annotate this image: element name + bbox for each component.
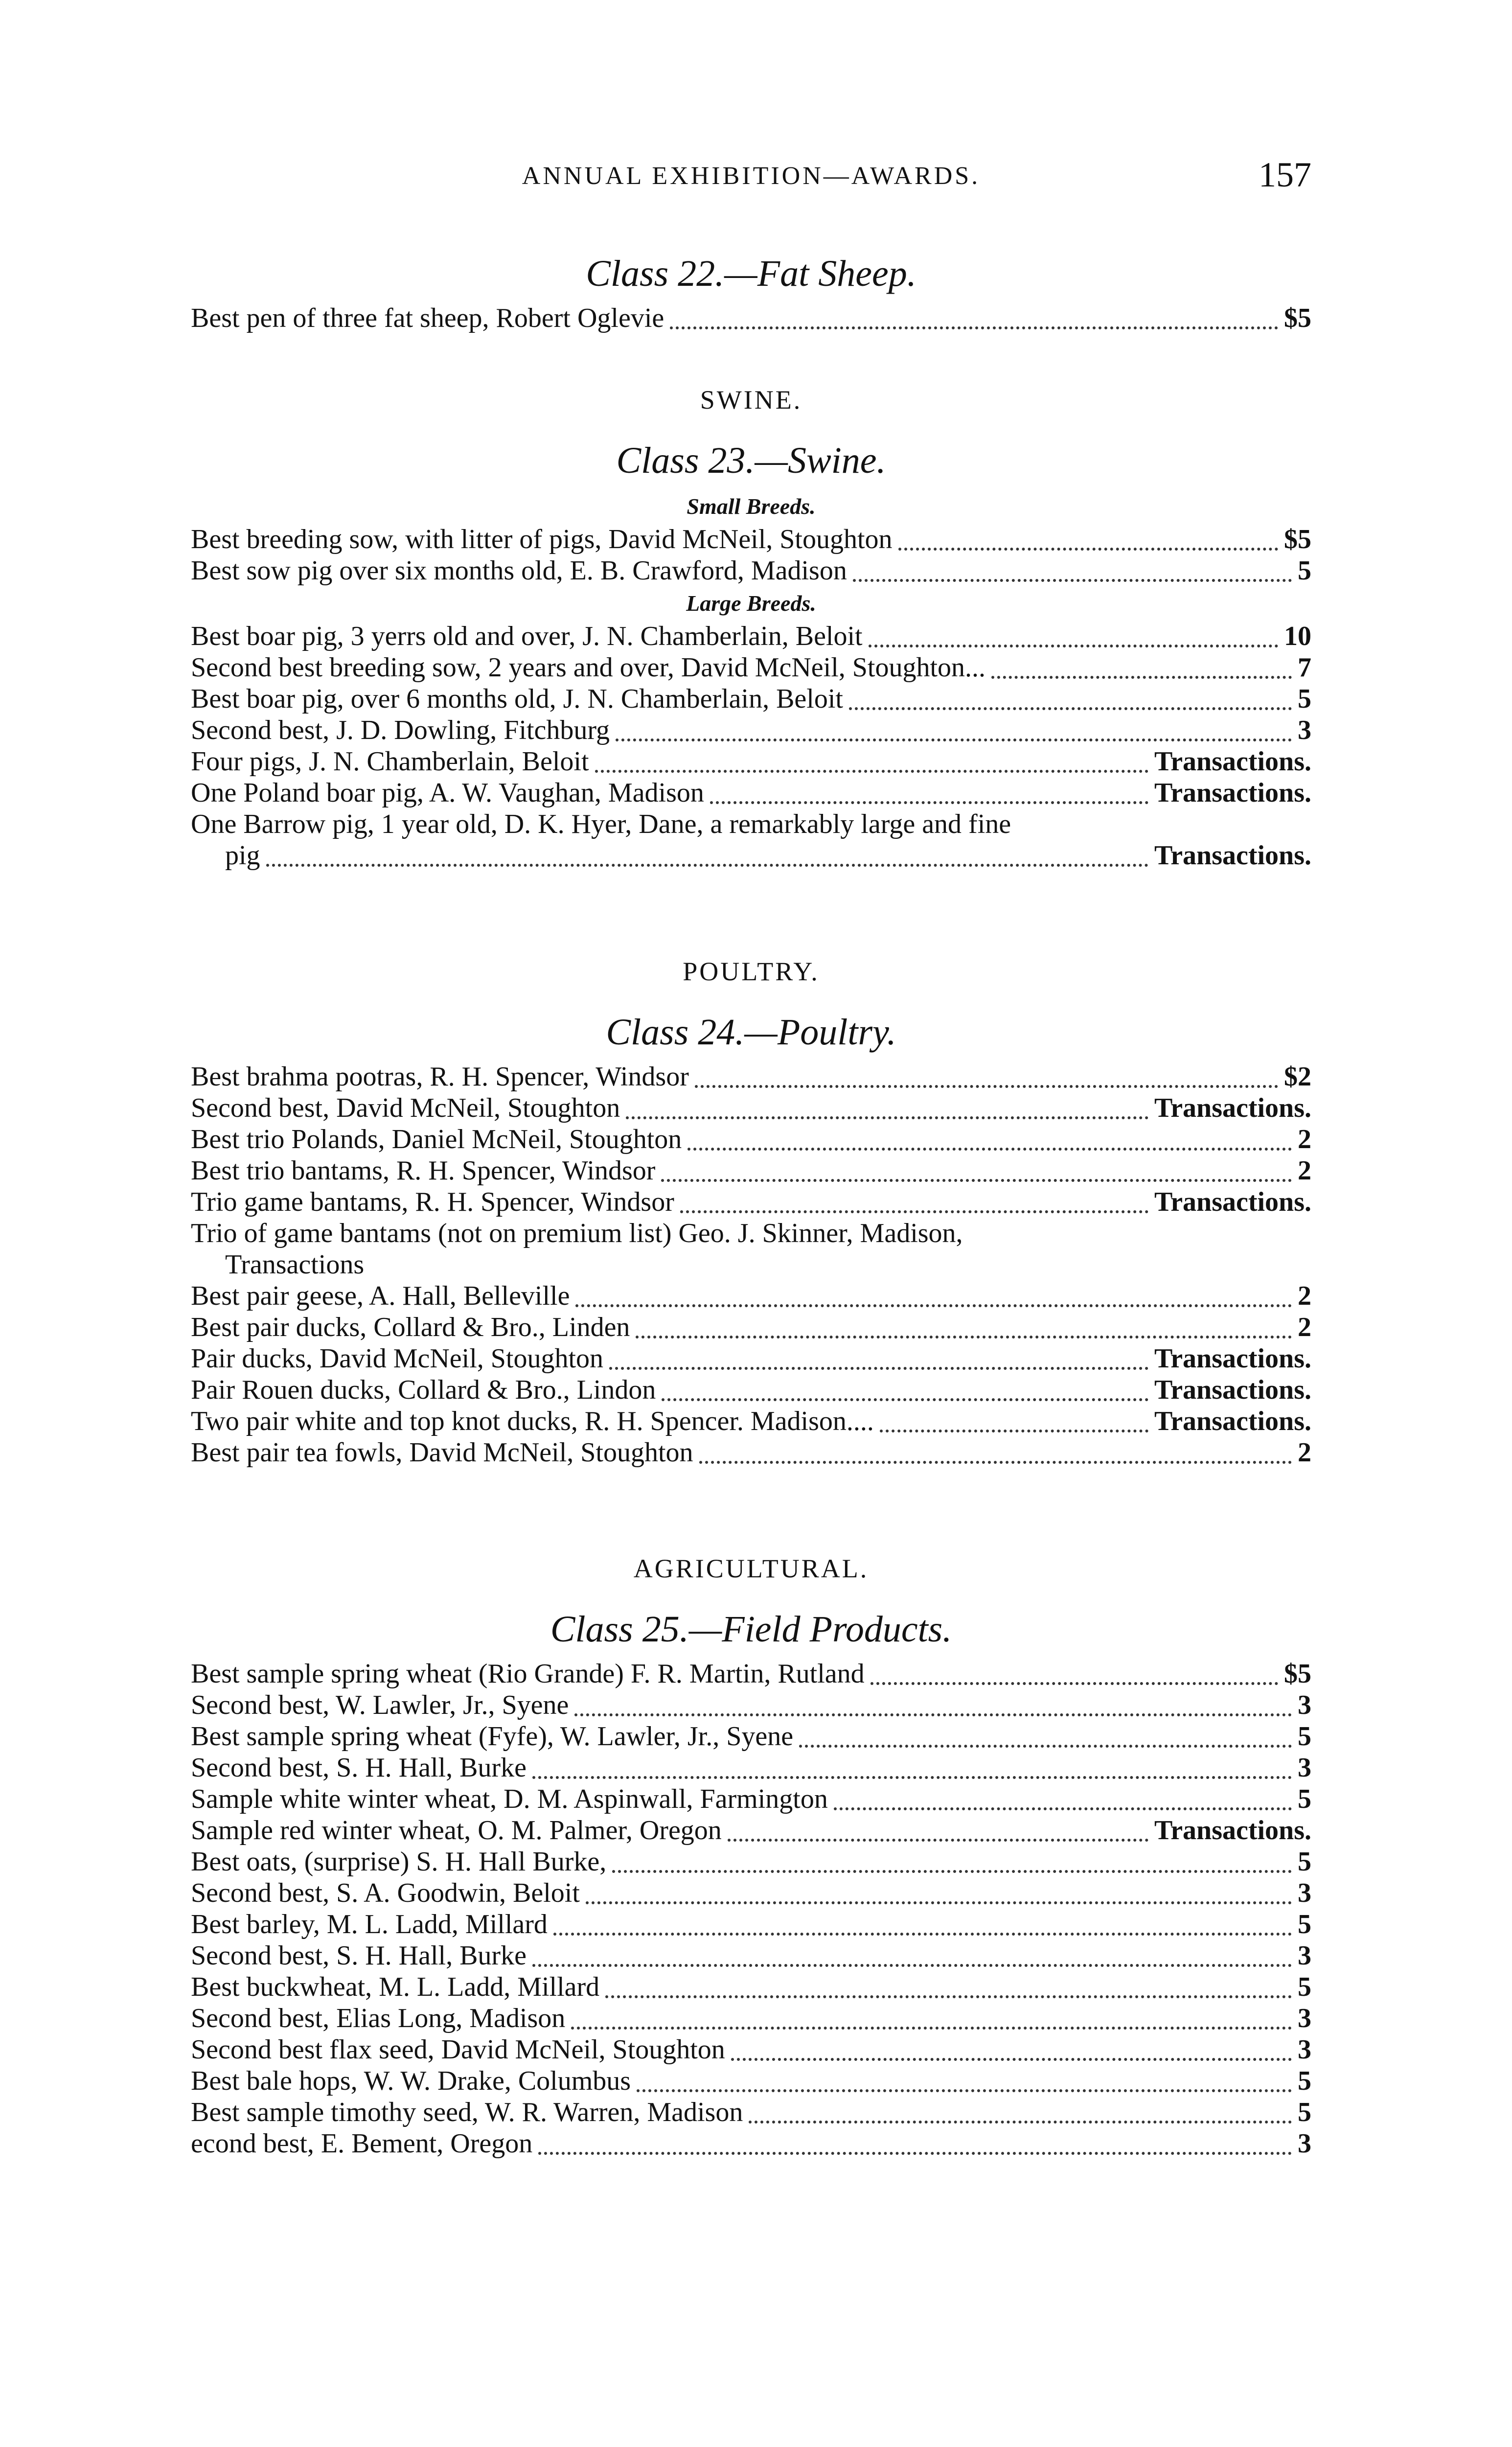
award-row: [191, 2003, 1311, 2034]
award-value: $5: [1284, 524, 1311, 554]
leader-dots: [871, 1675, 1278, 1685]
award-entry: Pair ducks, David McNeil, Stoughton: [191, 1343, 604, 1374]
award-entry: Best oats, (surprise) S. H. Hall Burke,: [191, 1847, 607, 1877]
award-entry: Best barley, M. L. Ladd, Millard: [191, 1909, 548, 1939]
award-entry: Second best, S. A. Goodwin, Beloit: [191, 1878, 580, 1908]
swine-section-heading: SWINE.: [700, 385, 802, 415]
award-entry: Four pigs, J. N. Chamberlain, Beloit: [191, 746, 589, 777]
award-value: 5: [1298, 1847, 1311, 1877]
award-value: 2: [1298, 1124, 1311, 1154]
award-row: [191, 302, 1311, 334]
award-entry: Second best, W. Lawler, Jr., Syene: [191, 1690, 569, 1720]
award-row: [191, 777, 1311, 808]
award-row: [191, 1877, 1311, 1909]
page-number: 157: [1259, 155, 1311, 194]
leader-dots: [687, 1141, 1292, 1151]
leader-dots: [670, 320, 1278, 329]
award-row: [191, 1092, 1311, 1124]
award-row: [191, 1783, 1311, 1815]
leader-dots: [991, 669, 1292, 679]
award-row: [191, 1343, 1311, 1374]
award-entry: Sample red winter wheat, O. M. Palmer, Oregon: [191, 1815, 722, 1846]
leader-dots: [553, 1926, 1292, 1936]
award-row: [191, 1815, 1311, 1846]
leader-dots: [853, 572, 1292, 582]
award-value: 5: [1298, 1972, 1311, 2002]
leader-dots: [834, 1801, 1292, 1810]
award-value: Transactions.: [1154, 1093, 1311, 1123]
leader-dots: [609, 1360, 1148, 1370]
award-row: [191, 555, 1311, 586]
award-row: [191, 652, 1311, 683]
award-entry: Second best, Elias Long, Madison: [191, 2003, 566, 2033]
award-value: 10: [1284, 621, 1311, 651]
leader-dots: [571, 2020, 1292, 2030]
class-25-heading: Class 25.—Field Products.: [550, 1609, 952, 1650]
award-value: $2: [1284, 1062, 1311, 1092]
leader-dots: [626, 1109, 1148, 1119]
award-value: Transactions.: [1154, 778, 1311, 808]
leader-dots: [749, 2114, 1292, 2124]
award-value: 3: [1298, 2034, 1311, 2065]
award-value: 3: [1298, 1753, 1311, 1783]
award-entry-line1: One Barrow pig, 1 year old, D. K. Hyer, Dane, a remarkably large and fine: [191, 809, 1011, 839]
class-23-heading: Class 23.—Swine.: [616, 440, 886, 481]
award-value: 3: [1298, 2128, 1311, 2159]
award-entry: One Poland boar pig, A. W. Vaughan, Madison: [191, 778, 704, 808]
leader-dots: [849, 700, 1292, 710]
award-value: 5: [1298, 1909, 1311, 1939]
leader-dots: [880, 1423, 1148, 1432]
award-entry: Best boar pig, over 6 months old, J. N. Chamberlain, Beloit: [191, 684, 843, 714]
award-entry-line1: Trio of game bantams (not on premium list) Geo. J. Skinner, Madison,: [191, 1218, 963, 1248]
leader-dots: [574, 1707, 1292, 1716]
award-entry: Best bale hops, W. W. Drake, Columbus: [191, 2066, 631, 2096]
leader-dots: [799, 1738, 1292, 1748]
award-row: [191, 1721, 1311, 1752]
running-title: ANNUAL EXHIBITION—AWARDS.: [522, 162, 981, 190]
award-value: Transactions.: [1154, 1406, 1311, 1436]
award-value: 5: [1298, 1721, 1311, 1752]
award-value: Transactions.: [1154, 1375, 1311, 1405]
award-row: [191, 1689, 1311, 1721]
agricultural-section-heading: AGRICULTURAL.: [633, 1554, 869, 1583]
leader-dots: [595, 763, 1148, 773]
award-row: [191, 1971, 1311, 2003]
award-row: [191, 840, 1311, 871]
leader-dots: [538, 2145, 1292, 2155]
leader-dots: [637, 2082, 1292, 2092]
award-row: [191, 1155, 1311, 1186]
award-value: 2: [1298, 1155, 1311, 1186]
award-row: [191, 808, 1311, 840]
award-entry: Best pair ducks, Collard & Bro., Linden: [191, 1312, 630, 1342]
award-row: [191, 1249, 1311, 1280]
award-value: 5: [1298, 1784, 1311, 1814]
award-value: 5: [1298, 2066, 1311, 2096]
award-entry: Best breeding sow, with litter of pigs, David McNeil, Stoughton: [191, 524, 893, 554]
award-row: [191, 1437, 1311, 1468]
leader-dots: [616, 732, 1292, 741]
award-row: [191, 1940, 1311, 1971]
leader-dots: [612, 1863, 1292, 1873]
leader-dots: [532, 1957, 1292, 1967]
award-entry: Second best, David McNeil, Stoughton: [191, 1093, 620, 1123]
leader-dots: [699, 1454, 1292, 1464]
award-row: [191, 2128, 1311, 2159]
award-value: 3: [1298, 1878, 1311, 1908]
leader-dots: [898, 541, 1278, 551]
award-entry: Best trio bantams, R. H. Spencer, Windsor: [191, 1155, 656, 1186]
leader-dots: [575, 1297, 1292, 1307]
award-entry: Trio game bantams, R. H. Spencer, Windsor: [191, 1187, 674, 1217]
award-value: 2: [1298, 1312, 1311, 1342]
award-entry: Second best breeding sow, 2 years and over, David McNeil, Stoughton...: [191, 652, 986, 683]
award-row: [191, 1374, 1311, 1406]
award-entry: Best pen of three fat sheep, Robert Oglevie: [191, 303, 664, 333]
leader-dots: [605, 1988, 1292, 1998]
award-value: 5: [1298, 555, 1311, 586]
award-entry: Best sow pig over six months old, E. B. Crawford, Madison: [191, 555, 847, 586]
award-row: [191, 1312, 1311, 1343]
leader-dots: [680, 1203, 1148, 1213]
award-entry: Second best, S. H. Hall, Burke: [191, 1753, 527, 1783]
award-row: [191, 1909, 1311, 1940]
award-entry: Best buckwheat, M. L. Ladd, Millard: [191, 1972, 600, 2002]
large-breeds-heading: Large Breeds.: [686, 591, 816, 616]
award-entry-line2: pig: [225, 840, 260, 871]
award-row: [191, 746, 1311, 777]
award-row: [191, 1280, 1311, 1312]
award-row: [191, 524, 1311, 555]
award-entry: Second best, S. H. Hall, Burke: [191, 1940, 527, 1971]
award-value: 5: [1298, 684, 1311, 714]
award-value: Transactions.: [1154, 746, 1311, 777]
award-row: [191, 715, 1311, 746]
award-row: [191, 1406, 1311, 1437]
small-breeds-heading: Small Breeds.: [687, 494, 816, 519]
award-entry-line2: Transactions: [225, 1249, 365, 1280]
leader-dots: [710, 794, 1148, 804]
award-value: 2: [1298, 1281, 1311, 1311]
award-entry: Best brahma pootras, R. H. Spencer, Windsor: [191, 1062, 689, 1092]
award-entry: Second best flax seed, David McNeil, Stoughton: [191, 2034, 725, 2065]
award-entry: Best sample spring wheat (Rio Grande) F. R. Martin, Rutland: [191, 1659, 865, 1689]
award-value: 2: [1298, 1437, 1311, 1468]
award-row: [191, 1846, 1311, 1877]
award-entry: Second best, J. D. Dowling, Fitchburg: [191, 715, 610, 745]
award-value: $5: [1284, 303, 1311, 333]
award-entry: Sample white winter wheat, D. M. Aspinwall, Farmington: [191, 1784, 828, 1814]
award-entry: Best pair tea fowls, David McNeil, Stoughton: [191, 1437, 693, 1468]
award-value: 3: [1298, 1940, 1311, 1971]
award-entry: Best boar pig, 3 yerrs old and over, J. N. Chamberlain, Beloit: [191, 621, 863, 651]
award-row: [191, 683, 1311, 715]
award-value: Transactions.: [1154, 1187, 1311, 1217]
leader-dots: [695, 1078, 1278, 1088]
award-row: [191, 2097, 1311, 2128]
award-entry: Best pair geese, A. Hall, Belleville: [191, 1281, 570, 1311]
award-entry: Two pair white and top knot ducks, R. H. Spencer. Madison....: [191, 1406, 874, 1436]
class-24-heading: Class 24.—Poultry.: [606, 1012, 896, 1053]
award-value: 3: [1298, 2003, 1311, 2033]
award-entry: econd best, E. Bement, Oregon: [191, 2128, 533, 2159]
award-value: $5: [1284, 1659, 1311, 1689]
award-value: Transactions.: [1154, 840, 1311, 871]
award-value: Transactions.: [1154, 1815, 1311, 1846]
award-entry: Pair Rouen ducks, Collard & Bro., Lindon: [191, 1375, 656, 1405]
award-row: [191, 1218, 1311, 1249]
award-row: [191, 2065, 1311, 2097]
award-row: [191, 1186, 1311, 1218]
award-entry: Best sample timothy seed, W. R. Warren, Madison: [191, 2097, 743, 2127]
award-row: [191, 2034, 1311, 2065]
running-head: [191, 155, 1311, 210]
leader-dots: [869, 638, 1278, 647]
leader-dots: [662, 1391, 1148, 1401]
award-value: 3: [1298, 1690, 1311, 1720]
award-value: 3: [1298, 715, 1311, 745]
leader-dots: [731, 2051, 1292, 2061]
award-row: [191, 1658, 1311, 1689]
award-row: [191, 1061, 1311, 1092]
award-value: Transactions.: [1154, 1343, 1311, 1374]
award-value: 7: [1298, 652, 1311, 683]
award-value: 5: [1298, 2097, 1311, 2127]
leader-dots: [728, 1832, 1148, 1842]
award-row: [191, 1124, 1311, 1155]
class-22-heading: Class 22.—Fat Sheep.: [586, 253, 916, 294]
leader-dots: [266, 857, 1148, 867]
award-entry: Best trio Polands, Daniel McNeil, Stoughton: [191, 1124, 682, 1154]
leader-dots: [532, 1769, 1292, 1779]
poultry-section-heading: POULTRY.: [683, 957, 820, 986]
leader-dots: [636, 1329, 1292, 1339]
leader-dots: [661, 1172, 1292, 1182]
award-row: [191, 621, 1311, 652]
leader-dots: [586, 1894, 1292, 1904]
award-entry: Best sample spring wheat (Fyfe), W. Lawler, Jr., Syene: [191, 1721, 794, 1752]
page-content: [191, 245, 1311, 2159]
award-row: [191, 1752, 1311, 1783]
